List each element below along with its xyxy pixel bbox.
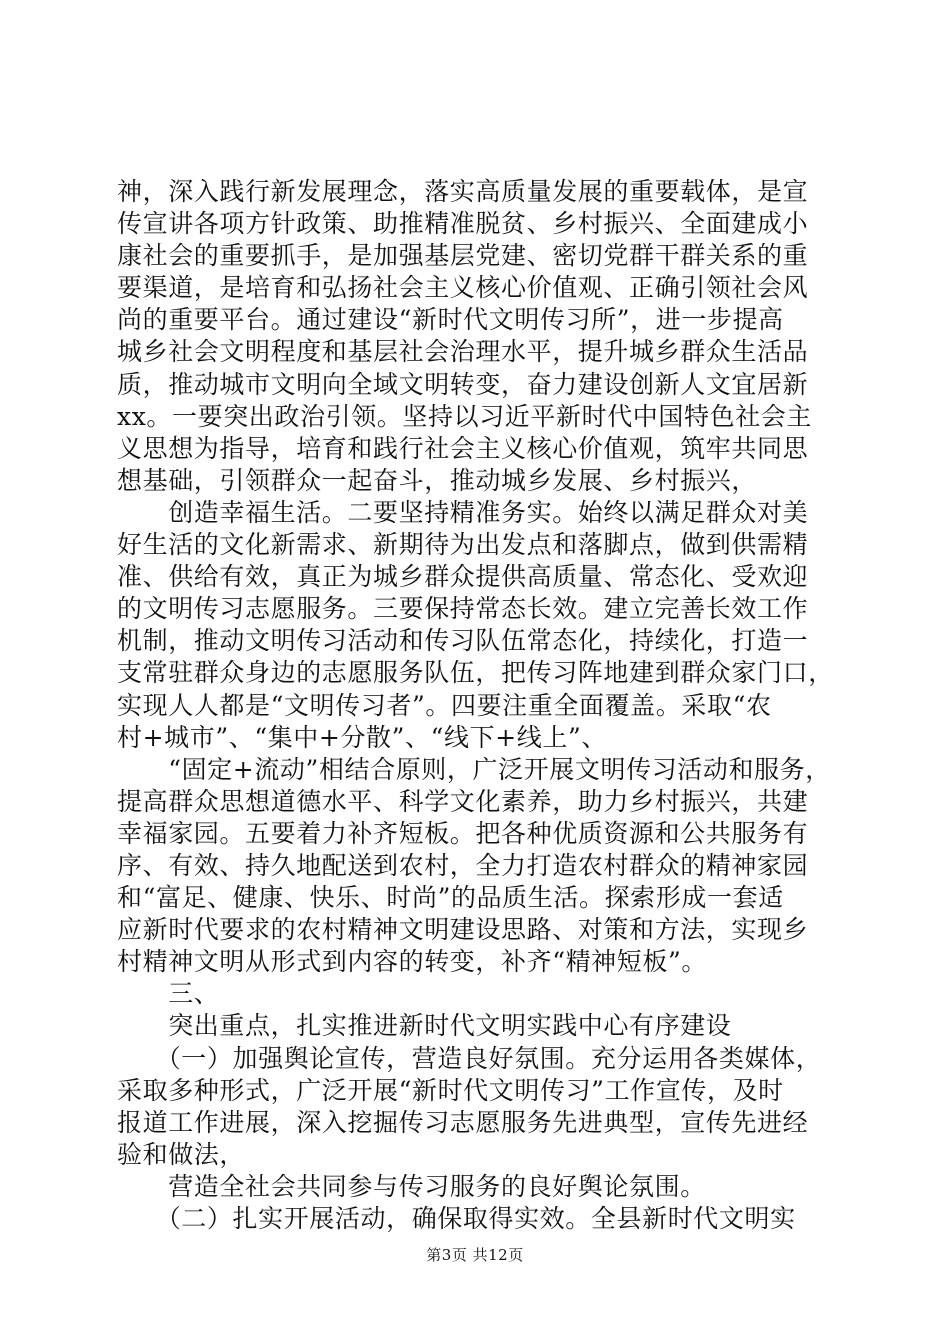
text-line: 报道工作进展，深入挖掘传习志愿服务先进典型，宣传先进经 — [117, 1107, 809, 1137]
text-line: 城乡社会文明程度和基层社会治理水平，提升城乡群众生活品 — [117, 337, 809, 367]
text-line: 好生活的文化新需求、新期待为出发点和落脚点，做到供需精 — [117, 530, 809, 560]
text-line: 要渠道，是培育和弘扬社会主义核心价值观、正确引领社会风 — [117, 273, 809, 303]
text-line: 采取多种形式，广泛开展“新时代文明传习”工作宣传，及时 — [117, 1075, 784, 1105]
text-line: 应新时代要求的农村精神文明建设思路、对策和方法，实现乡 — [117, 915, 809, 945]
body-text — [117, 176, 837, 1235]
text-line: 想基础，引领群众一起奋斗，推动城乡发展、乡村振兴， — [117, 465, 758, 495]
text-line: 村+城市”、“集中+分散”、“线下+线上”、 — [117, 722, 607, 752]
text-line: 三、 — [117, 979, 220, 1009]
text-line: xx。一要突出政治引领。坚持以习近平新时代中国特色社会主 — [117, 401, 813, 431]
text-line: 幸福家园。五要着力补齐短板。把各种优质资源和公共服务有 — [117, 818, 809, 848]
text-line: 康社会的重要抓手，是加强基层党建、密切党群干群关系的重 — [117, 241, 809, 271]
text-line: （二）扎实开展活动，确保取得实效。全县新时代文明实 — [117, 1204, 796, 1233]
text-line: 的文明传习志愿服务。三要保持常态长效。建立完善长效工作 — [117, 594, 809, 624]
text-line: “固定+流动”相结合原则，广泛开展文明传习活动和服务， — [117, 754, 831, 784]
text-line: 尚的重要平台。通过建设“新时代文明传习所”，进一步提高 — [117, 305, 784, 335]
text-line: 突出重点，扎实推进新时代文明实践中心有序建设 — [117, 1011, 732, 1041]
text-line: 序、有效、持久地配送到农村，全力打造农村群众的精神家园 — [117, 850, 809, 880]
page-footer: 第3页 共12页 — [426, 1246, 524, 1264]
text-line: 村精神文明从形式到内容的转变，补齐“精神短板”。 — [117, 947, 707, 977]
text-line: 创造幸福生活。二要坚持精准务实。始终以满足群众对美 — [117, 497, 809, 527]
text-line: 义思想为指导，培育和践行社会主义核心价值观，筑牢共同思 — [117, 433, 809, 463]
text-line: 验和做法， — [117, 1139, 246, 1169]
text-line: 营造全社会共同参与传习服务的良好舆论氛围。 — [117, 1171, 706, 1201]
text-line: （一）加强舆论宣传，营造良好氛围。充分运用各类媒体， — [117, 1043, 822, 1073]
text-line: 机制，推动文明传习活动和传习队伍常态化，持续化，打造一 — [117, 626, 809, 656]
text-line: 准、供给有效，真正为城乡群众提供高质量、常态化、受欢迎 — [117, 562, 809, 592]
text-line: 神，深入践行新发展理念，落实高质量发展的重要载体，是宣 — [117, 177, 809, 206]
text-line: 传宣讲各项方针政策、助推精准脱贫、乡村振兴、全面建成小 — [117, 209, 809, 239]
text-line: 质，推动城市文明向全域文明转变，奋力建设创新人文宜居新 — [117, 369, 809, 399]
text-line: 和“富足、健康、快乐、时尚”的品质生活。探索形成一套适 — [117, 883, 784, 913]
text-line: 实现人人都是“文明传习者”。四要注重全面覆盖。采取“农 — [117, 690, 772, 720]
text-line: 提高群众思想道德水平、科学文化素养，助力乡村振兴，共建 — [117, 786, 809, 816]
text-line: 支常驻群众身边的志愿服务队伍，把传习阵地建到群众家门口， — [117, 658, 834, 688]
